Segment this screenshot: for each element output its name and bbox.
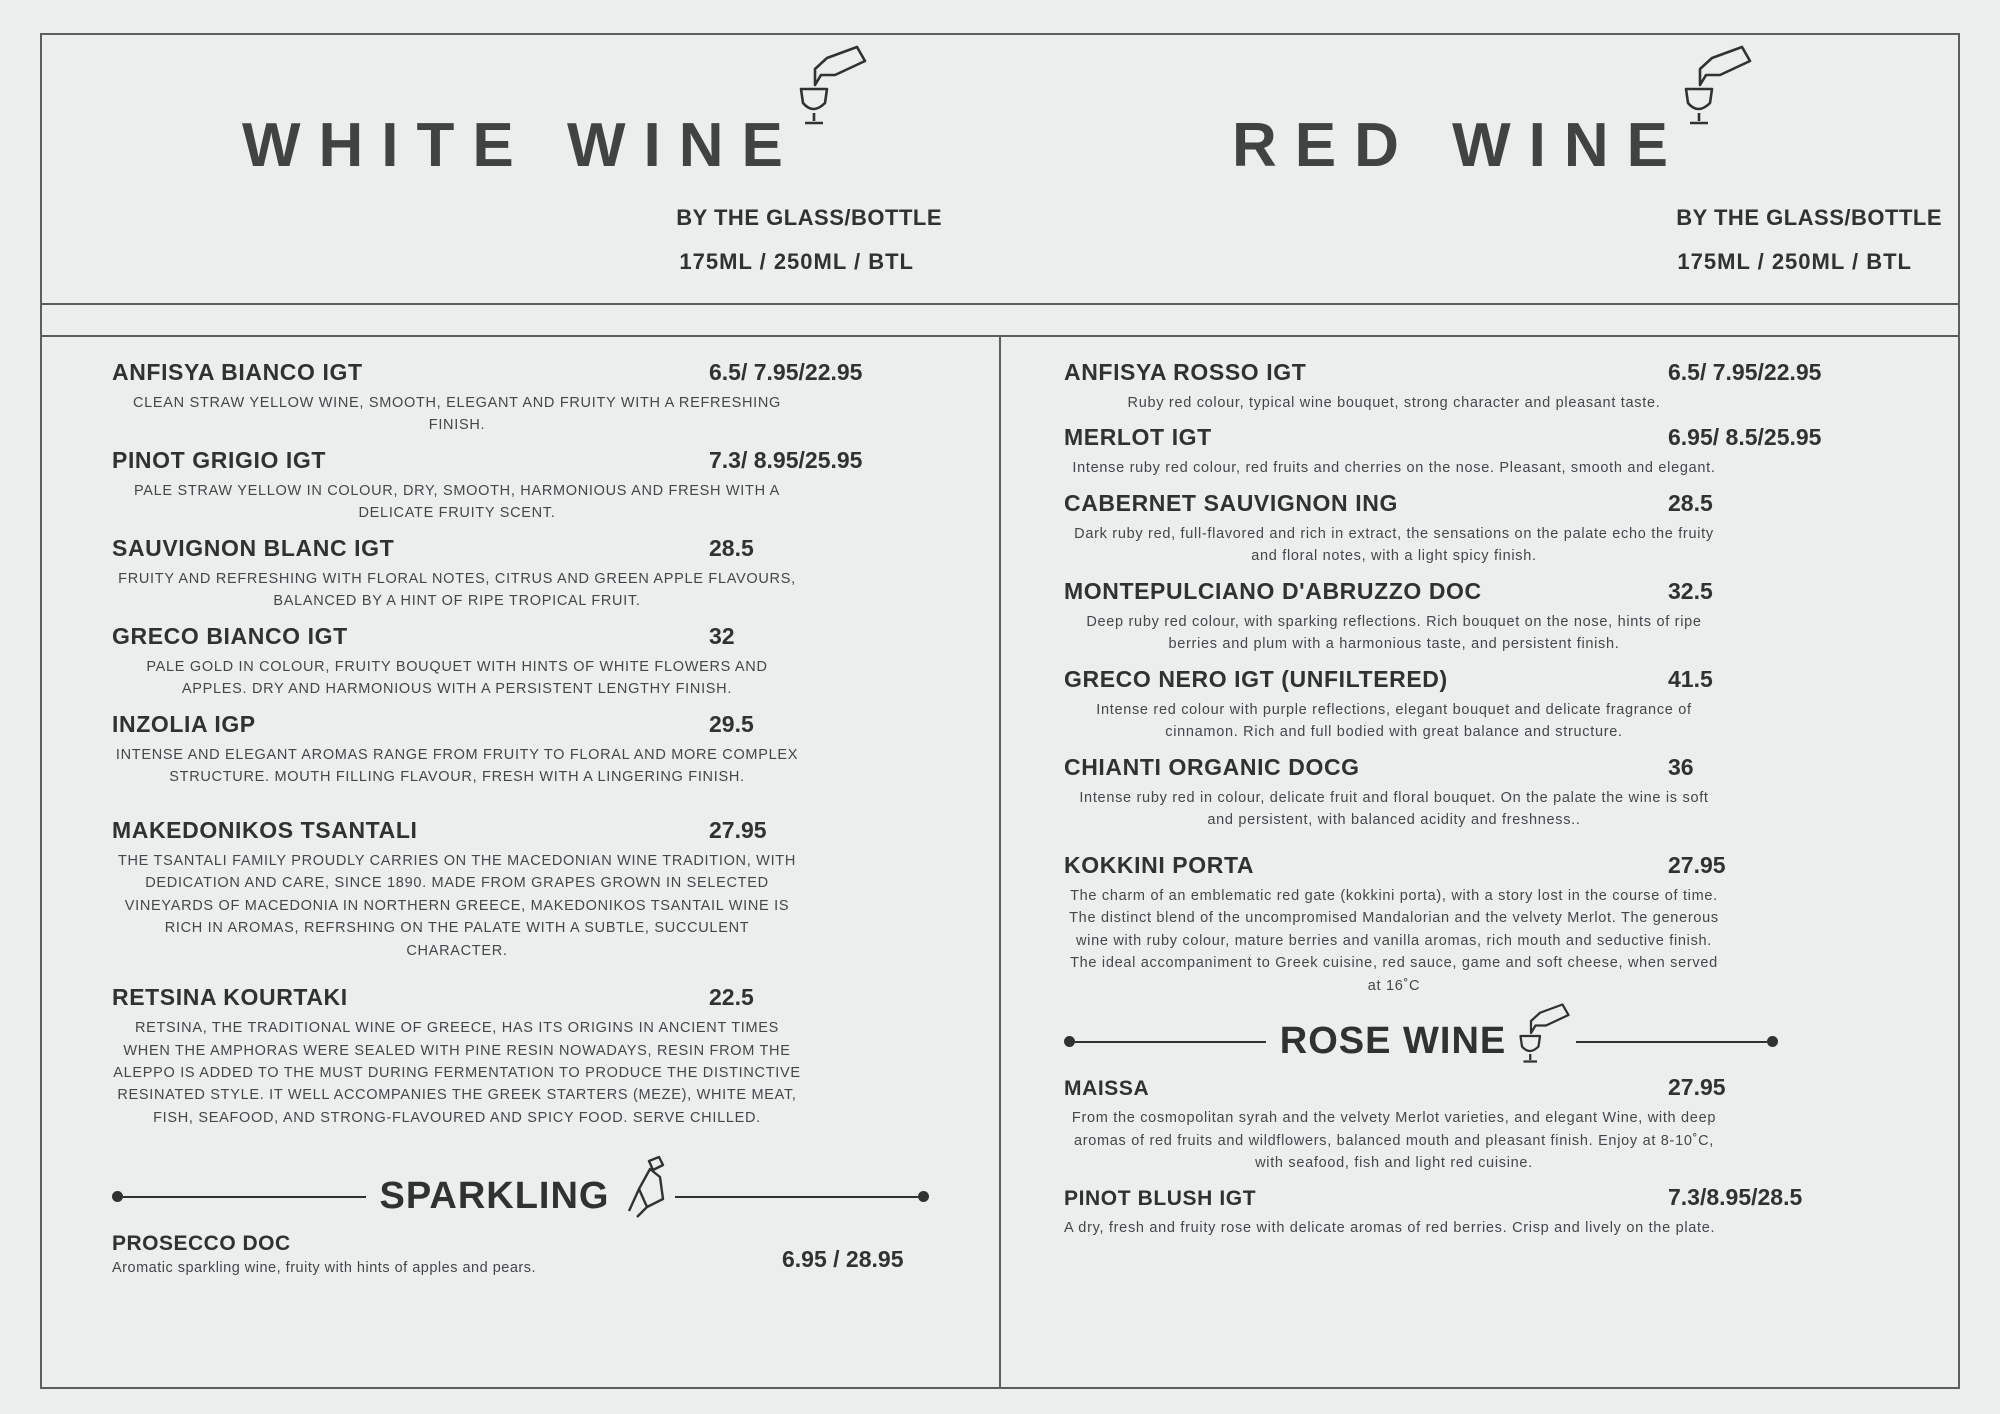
section-rule: [675, 1196, 918, 1198]
section-rule: [1576, 1041, 1767, 1043]
item-name: GRECO BIANCO IGT: [112, 622, 348, 649]
section-rule: [1075, 1041, 1266, 1043]
menu-item: [1064, 1184, 1918, 1239]
menu-item: [112, 535, 959, 613]
item-price: 27.95: [1668, 851, 1726, 878]
menu-item: [1064, 1074, 1918, 1174]
item-name: CHIANTI ORGANIC DOCG: [1064, 753, 1360, 780]
section-dot: [1064, 1036, 1075, 1047]
item-price: 36: [1668, 753, 1694, 780]
item-name: MAISSA: [1064, 1077, 1150, 1101]
menu-item: [1064, 578, 1918, 656]
item-name: ANFISYA ROSSO IGT: [1064, 359, 1307, 385]
section-dot: [112, 1191, 123, 1202]
white-by-the-glass-label: BY THE GLASS/BOTTLE: [676, 205, 942, 230]
item-price: 27.95: [1668, 1074, 1726, 1101]
section-dot: [1767, 1036, 1778, 1047]
menu-item: [1064, 852, 1918, 997]
white-wine-header: [192, 35, 1022, 275]
menu-header: [42, 35, 1958, 305]
item-price: 32: [709, 622, 735, 649]
item-name: SAUVIGNON BLANC IGT: [112, 534, 395, 561]
item-price: 22.5: [709, 984, 754, 1011]
white-wine-title: WHITE WINE: [242, 111, 801, 180]
item-description: CLEAN STRAW YELLOW WINE, SMOOTH, ELEGANT AND FRUITY WITH A REFRESHING FINISH.: [133, 395, 781, 434]
red-by-the-glass-label: BY THE GLASS/BOTTLE: [1676, 205, 1942, 230]
item-name: MERLOT IGT: [1064, 424, 1212, 451]
item-name: CABERNET SAUVIGNON ING: [1064, 489, 1398, 516]
item-price: 28.5: [709, 534, 754, 561]
item-description: PALE GOLD IN COLOUR, FRUITY BOUQUET WITH HINTS OF WHITE FLOWERS AND APPLES. DRY AND HARMONIOUS WITH A PERSISTENT LENGTHY FINISH.: [146, 658, 768, 698]
red-wine-column: [999, 337, 1958, 1387]
item-description: RETSINA, THE TRADITIONAL WINE OF GREECE, HAS ITS ORIGINS IN ANCIENT TIMES WHEN THE AMPHORAS WERE SEALED WITH PINE RESIN NOWADAYS, RESIN FROM THE ALEPPO IS ADDED TO THE MUST DURING FERMENTATION TO PRODUCE THE DISTINCTIVE RESINATED STYLE. IT WELL ACCOMPANIES THE GREEK STARTERS (MEZE), WHITE MEAT, FISH, SEAFOOD, AND STRONG-FLAVOURED AND SPICY FOOD. SERVE CHILLED.: [113, 1020, 801, 1126]
item-name: PROSECCO DOC: [112, 1232, 291, 1256]
white-wine-column: [42, 337, 999, 1387]
red-measures-label: 175ML / 250ML / BTL: [1677, 249, 1912, 274]
item-description: Dark ruby red, full-flavored and rich in extract, the sensations on the palate echo the fruity and floral notes, with a light spicy finish.: [1074, 525, 1714, 565]
item-price: 32.5: [1668, 577, 1713, 604]
menu-item: [1064, 424, 1918, 479]
champagne-bottle-icon: [619, 1155, 675, 1224]
menu-item: [1064, 490, 1918, 568]
item-description: Intense ruby red in colour, delicate fruit and floral bouquet. On the palate the wine is soft and persistent, with balanced acidity and freshness..: [1079, 789, 1709, 829]
item-description: The charm of an emblematic red gate (kokkini porta), with a story lost in the course of time. The distinct blend of the uncompromised Mandalorian and the velvety Merlot. The generous wine with ruby colour, mature berries and vanilla aromas, rich mouth and seductive finish. The ideal accompaniment to Greek cuisine, red sauce, game and soft cheese, when served at 16˚C: [1069, 887, 1719, 994]
item-price: 29.5: [709, 710, 754, 737]
item-name: MAKEDONIKOS TSANTALI: [112, 816, 418, 843]
pouring-bottle-icon: [1516, 1003, 1576, 1068]
item-name: PINOT BLUSH IGT: [1064, 1187, 1257, 1211]
item-description: FRUITY AND REFRESHING WITH FLORAL NOTES, CITRUS AND GREEN APPLE FLAVOURS, BALANCED BY A HINT OF RIPE TROPICAL FRUIT.: [118, 570, 796, 610]
section-rule: [123, 1196, 366, 1198]
item-description: Aromatic sparkling wine, fruity with hints of apples and pears.: [112, 1260, 536, 1277]
item-name: MONTEPULCIANO D'ABRUZZO DOC: [1064, 577, 1482, 604]
item-price: 6.5/ 7.95/22.95: [709, 359, 863, 385]
item-description: A dry, fresh and fruity rose with delicate aromas of red berries. Crisp and lively on the plate.: [1064, 1220, 1716, 1237]
item-price: 27.95: [709, 816, 767, 843]
menu-sheet: [40, 33, 1960, 1389]
sparkling-title: SPARKLING: [379, 1175, 610, 1218]
rose-wine-section: [1064, 1015, 1918, 1068]
section-dot: [918, 1191, 929, 1202]
item-price: 7.3/8.95/28.5: [1668, 1184, 1803, 1211]
item-name: INZOLIA IGP: [112, 710, 256, 737]
item-description: From the cosmopolitan syrah and the velvety Merlot varieties, and elegant Wine, with deep aromas of red fruits and wildflowers, balanced mouth and pleasant finish. Enjoy at 8-10˚C, with seafood, fish and light red cuisine.: [1071, 1110, 1717, 1171]
menu-item: [112, 817, 959, 962]
pouring-bottle-icon: [1682, 45, 1758, 130]
item-name: KOKKINI PORTA: [1064, 851, 1255, 878]
menu-item: [112, 1232, 929, 1276]
sparkling-section: [112, 1169, 959, 1276]
header-divider-1: [42, 303, 1958, 305]
menu-item: [1064, 754, 1918, 832]
menu-item: [1064, 666, 1918, 744]
item-name: PINOT GRIGIO IGT: [112, 446, 327, 473]
menu-columns: [42, 337, 1958, 1387]
menu-item: [112, 447, 959, 525]
item-price: 28.5: [1668, 489, 1713, 516]
menu-item: [112, 711, 959, 789]
item-name: ANFISYA BIANCO IGT: [112, 359, 363, 385]
rose-wine-title: ROSE WINE: [1279, 1020, 1507, 1063]
item-price: 7.3/ 8.95/25.95: [709, 446, 863, 473]
item-description: Deep ruby red colour, with sparking reflections. Rich bouquet on the nose, hints of ripe berries and plum with a harmonious taste, and persistent finish.: [1086, 613, 1702, 653]
red-wine-title: RED WINE: [1232, 111, 1686, 180]
item-description: Intense ruby red colour, red fruits and cherries on the nose. Pleasant, smooth and elegant.: [1072, 460, 1716, 477]
item-description: Ruby red colour, typical wine bouquet, strong character and pleasant taste.: [1127, 395, 1661, 411]
item-description: THE TSANTALI FAMILY PROUDLY CARRIES ON THE MACEDONIAN WINE TRADITION, WITH DEDICATION AND CARE, SINCE 1890. MADE FROM GRAPES GROWN IN SELECTED VINEYARDS OF MACEDONIA IN NORTHERN GREECE, MAKEDONIKOS TSANTAIL WINE IS RICH IN AROMAS, REFRSHING ON THE PALATE WITH A SUBTLE, SUCCULENT CHARACTER.: [117, 852, 797, 959]
item-price: 6.5/ 7.95/22.95: [1668, 359, 1822, 385]
item-name: RETSINA KOURTAKI: [112, 984, 348, 1011]
menu-item: [112, 359, 959, 437]
item-description: INTENSE AND ELEGANT AROMAS RANGE FROM FRUITY TO FLORAL AND MORE COMPLEX STRUCTURE. MOUTH FILLING FLAVOUR, FRESH WITH A LINGERING FINISH.: [115, 746, 799, 786]
item-name: GRECO NERO IGT (UNFILTERED): [1064, 665, 1448, 692]
red-wine-header: [1172, 35, 1982, 275]
item-description: PALE STRAW YELLOW IN COLOUR, DRY, SMOOTH, HARMONIOUS AND FRESH WITH A DELICATE FRUITY SCENT.: [133, 482, 781, 522]
item-description: Intense red colour with purple reflections, elegant bouquet and delicate fragrance of cinnamon. Rich and full bodied with great balance and structure.: [1096, 701, 1692, 741]
item-price: 6.95 / 28.95: [782, 1246, 904, 1273]
menu-item: [112, 623, 959, 701]
item-price: 41.5: [1668, 665, 1713, 692]
white-measures-label: 175ML / 250ML / BTL: [679, 249, 914, 274]
menu-item: [1064, 359, 1918, 414]
pouring-bottle-icon: [797, 45, 873, 130]
item-price: 6.95/ 8.5/25.95: [1668, 424, 1822, 451]
menu-item: [112, 984, 959, 1129]
